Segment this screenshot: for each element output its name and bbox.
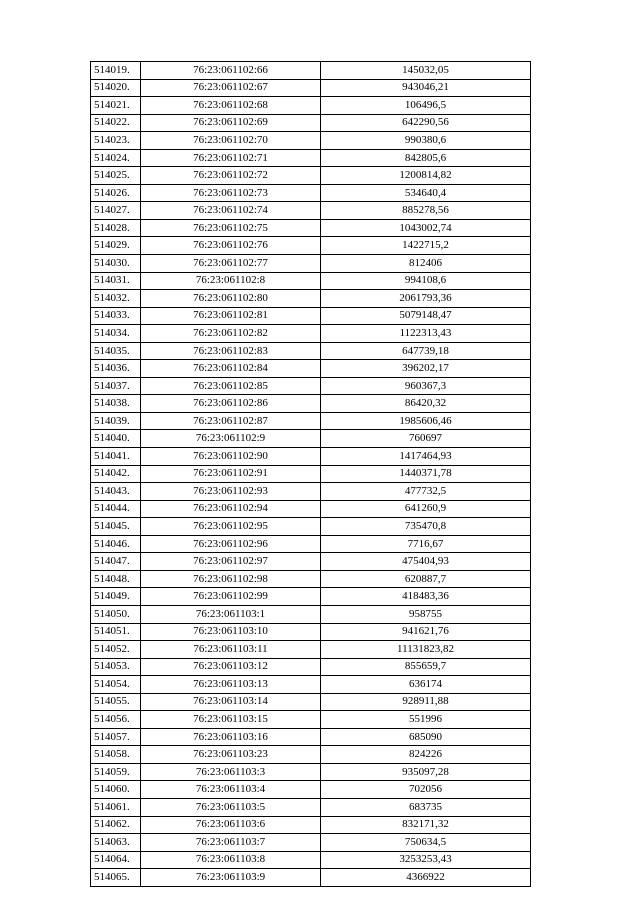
table-row: [91, 272, 531, 290]
cadastral-number-cell: 76:23:061102:96: [141, 535, 321, 553]
cadastral-number-cell: 76:23:061103:3: [141, 763, 321, 781]
row-number-cell: 514046.: [91, 535, 141, 553]
cadastral-value-cell: 832171,32: [321, 816, 531, 834]
row-number-cell: 514048.: [91, 570, 141, 588]
cadastral-number-cell: 76:23:061103:5: [141, 798, 321, 816]
row-number-cell: 514019.: [91, 62, 141, 80]
cadastral-number-cell: 76:23:061103:16: [141, 728, 321, 746]
cadastral-value-cell: 702056: [321, 781, 531, 799]
cadastral-number-cell: 76:23:061103:7: [141, 834, 321, 852]
cadastral-number-cell: 76:23:061102:85: [141, 377, 321, 395]
cadastral-number-cell: 76:23:061102:99: [141, 588, 321, 606]
cadastral-number-cell: 76:23:061103:1: [141, 605, 321, 623]
cadastral-number-cell: 76:23:061102:74: [141, 202, 321, 220]
cadastral-value-cell: 11131823,82: [321, 641, 531, 659]
table-row: [91, 255, 531, 273]
cadastral-value-cell: 620887,7: [321, 570, 531, 588]
table-row: [91, 342, 531, 360]
cadastral-number-cell: 76:23:061102:83: [141, 342, 321, 360]
cadastral-value-cell: 1417464,93: [321, 448, 531, 466]
table-row: [91, 483, 531, 501]
row-number-cell: 514032.: [91, 290, 141, 308]
row-number-cell: 514042.: [91, 465, 141, 483]
cadastral-value-cell: 935097,28: [321, 763, 531, 781]
table-row: [91, 114, 531, 132]
cadastral-number-cell: 76:23:061102:80: [141, 290, 321, 308]
cadastral-value-cell: 1200814,82: [321, 167, 531, 185]
cadastral-number-cell: 76:23:061102:81: [141, 307, 321, 325]
table-row: [91, 798, 531, 816]
table-row: [91, 834, 531, 852]
table-row: [91, 851, 531, 869]
cadastral-value-cell: 641260,9: [321, 500, 531, 518]
row-number-cell: 514022.: [91, 114, 141, 132]
cadastral-number-cell: 76:23:061102:98: [141, 570, 321, 588]
row-number-cell: 514034.: [91, 325, 141, 343]
cadastral-value-cell: 958755: [321, 605, 531, 623]
cadastral-number-cell: 76:23:061102:73: [141, 184, 321, 202]
row-number-cell: 514038.: [91, 395, 141, 413]
table-row: [91, 430, 531, 448]
row-number-cell: 514053.: [91, 658, 141, 676]
table-row: [91, 570, 531, 588]
row-number-cell: 514041.: [91, 448, 141, 466]
cadastral-value-cell: 647739,18: [321, 342, 531, 360]
cadastral-number-cell: 76:23:061102:8: [141, 272, 321, 290]
cadastral-value-cell: 941621,76: [321, 623, 531, 641]
row-number-cell: 514043.: [91, 483, 141, 501]
cadastral-value-cell: 824226: [321, 746, 531, 764]
cadastral-value-cell: 994108,6: [321, 272, 531, 290]
cadastral-number-cell: 76:23:061103:11: [141, 641, 321, 659]
cadastral-number-cell: 76:23:061103:23: [141, 746, 321, 764]
cadastral-number-cell: 76:23:061102:71: [141, 149, 321, 167]
table-row: [91, 202, 531, 220]
table-row: [91, 711, 531, 729]
cadastral-value-cell: 943046,21: [321, 79, 531, 97]
cadastral-number-cell: 76:23:061102:94: [141, 500, 321, 518]
table-row: [91, 676, 531, 694]
row-number-cell: 514050.: [91, 605, 141, 623]
cadastral-value-cell: 683735: [321, 798, 531, 816]
cadastral-value-cell: 475404,93: [321, 553, 531, 571]
cadastral-number-cell: 76:23:061102:75: [141, 219, 321, 237]
table-row: [91, 763, 531, 781]
cadastral-number-cell: 76:23:061102:67: [141, 79, 321, 97]
cadastral-number-cell: 76:23:061102:95: [141, 518, 321, 536]
cadastral-number-cell: 76:23:061103:6: [141, 816, 321, 834]
row-number-cell: 514054.: [91, 676, 141, 694]
row-number-cell: 514021.: [91, 97, 141, 115]
cadastral-number-cell: 76:23:061102:82: [141, 325, 321, 343]
cadastral-value-cell: 735470,8: [321, 518, 531, 536]
cadastral-number-cell: 76:23:061102:66: [141, 62, 321, 80]
cadastral-value-cell: 642290,56: [321, 114, 531, 132]
row-number-cell: 514033.: [91, 307, 141, 325]
row-number-cell: 514059.: [91, 763, 141, 781]
table-row: [91, 412, 531, 430]
cadastral-number-cell: 76:23:061102:97: [141, 553, 321, 571]
cadastral-number-cell: 76:23:061102:87: [141, 412, 321, 430]
row-number-cell: 514049.: [91, 588, 141, 606]
table-row: [91, 360, 531, 378]
row-number-cell: 514025.: [91, 167, 141, 185]
cadastral-value-cell: 5079148,47: [321, 307, 531, 325]
row-number-cell: 514028.: [91, 219, 141, 237]
row-number-cell: 514030.: [91, 255, 141, 273]
table-row: [91, 307, 531, 325]
cadastral-value-cell: 636174: [321, 676, 531, 694]
row-number-cell: 514035.: [91, 342, 141, 360]
row-number-cell: 514024.: [91, 149, 141, 167]
row-number-cell: 514036.: [91, 360, 141, 378]
row-number-cell: 514039.: [91, 412, 141, 430]
cadastral-number-cell: 76:23:061103:9: [141, 869, 321, 887]
cadastral-value-cell: 551996: [321, 711, 531, 729]
cadastral-value-cell: 7716,67: [321, 535, 531, 553]
cadastral-value-cell: 145032,05: [321, 62, 531, 80]
table-row: [91, 97, 531, 115]
cadastral-value-cell: 1043002,74: [321, 219, 531, 237]
cadastral-number-cell: 76:23:061102:70: [141, 132, 321, 150]
row-number-cell: 514023.: [91, 132, 141, 150]
cadastral-number-cell: 76:23:061102:72: [141, 167, 321, 185]
row-number-cell: 514047.: [91, 553, 141, 571]
cadastral-value-cell: 86420,32: [321, 395, 531, 413]
row-number-cell: 514056.: [91, 711, 141, 729]
row-number-cell: 514027.: [91, 202, 141, 220]
cadastral-number-cell: 76:23:061102:90: [141, 448, 321, 466]
cadastral-value-cell: 1985606,46: [321, 412, 531, 430]
cadastral-value-cell: 1422715,2: [321, 237, 531, 255]
row-number-cell: 514031.: [91, 272, 141, 290]
table-row: [91, 448, 531, 466]
cadastral-number-cell: 76:23:061102:76: [141, 237, 321, 255]
row-number-cell: 514061.: [91, 798, 141, 816]
cadastral-number-cell: 76:23:061103:8: [141, 851, 321, 869]
table-row: [91, 219, 531, 237]
cadastral-value-cell: 685090: [321, 728, 531, 746]
cadastral-value-table: [90, 61, 531, 887]
row-number-cell: 514058.: [91, 746, 141, 764]
row-number-cell: 514065.: [91, 869, 141, 887]
table-row: [91, 816, 531, 834]
table-row: [91, 623, 531, 641]
cadastral-value-cell: 4366922: [321, 869, 531, 887]
cadastral-value-cell: 750634,5: [321, 834, 531, 852]
table-row: [91, 605, 531, 623]
table-row: [91, 658, 531, 676]
cadastral-value-cell: 1440371,78: [321, 465, 531, 483]
table-body: [91, 62, 531, 887]
table-row: [91, 500, 531, 518]
row-number-cell: 514040.: [91, 430, 141, 448]
row-number-cell: 514060.: [91, 781, 141, 799]
table-row: [91, 518, 531, 536]
cadastral-value-cell: 534640,4: [321, 184, 531, 202]
table-row: [91, 237, 531, 255]
table-row: [91, 79, 531, 97]
row-number-cell: 514051.: [91, 623, 141, 641]
cadastral-value-cell: 418483,36: [321, 588, 531, 606]
table-row: [91, 62, 531, 80]
cadastral-value-cell: 885278,56: [321, 202, 531, 220]
cadastral-value-cell: 3253253,43: [321, 851, 531, 869]
table-row: [91, 149, 531, 167]
row-number-cell: 514020.: [91, 79, 141, 97]
row-number-cell: 514037.: [91, 377, 141, 395]
row-number-cell: 514055.: [91, 693, 141, 711]
row-number-cell: 514044.: [91, 500, 141, 518]
table-row: [91, 290, 531, 308]
row-number-cell: 514063.: [91, 834, 141, 852]
table-row: [91, 588, 531, 606]
row-number-cell: 514029.: [91, 237, 141, 255]
table-row: [91, 693, 531, 711]
cadastral-value-cell: 477732,5: [321, 483, 531, 501]
cadastral-value-cell: 396202,17: [321, 360, 531, 378]
table-row: [91, 641, 531, 659]
cadastral-number-cell: 76:23:061103:12: [141, 658, 321, 676]
table-row: [91, 132, 531, 150]
cadastral-value-cell: 990380,6: [321, 132, 531, 150]
row-number-cell: 514026.: [91, 184, 141, 202]
cadastral-number-cell: 76:23:061103:4: [141, 781, 321, 799]
table-row: [91, 167, 531, 185]
table-row: [91, 395, 531, 413]
cadastral-value-cell: 842805,6: [321, 149, 531, 167]
cadastral-value-cell: 960367,3: [321, 377, 531, 395]
row-number-cell: 514057.: [91, 728, 141, 746]
cadastral-number-cell: 76:23:061103:10: [141, 623, 321, 641]
table-row: [91, 553, 531, 571]
cadastral-number-cell: 76:23:061102:77: [141, 255, 321, 273]
table-row: [91, 535, 531, 553]
table-row: [91, 325, 531, 343]
cadastral-value-cell: 1122313,43: [321, 325, 531, 343]
cadastral-number-cell: 76:23:061102:68: [141, 97, 321, 115]
row-number-cell: 514052.: [91, 641, 141, 659]
table-row: [91, 377, 531, 395]
cadastral-number-cell: 76:23:061103:13: [141, 676, 321, 694]
table-row: [91, 869, 531, 887]
row-number-cell: 514045.: [91, 518, 141, 536]
row-number-cell: 514062.: [91, 816, 141, 834]
cadastral-number-cell: 76:23:061103:14: [141, 693, 321, 711]
cadastral-number-cell: 76:23:061102:9: [141, 430, 321, 448]
cadastral-value-cell: 760697: [321, 430, 531, 448]
table-row: [91, 728, 531, 746]
table-row: [91, 746, 531, 764]
cadastral-value-cell: 2061793,36: [321, 290, 531, 308]
cadastral-value-cell: 812406: [321, 255, 531, 273]
cadastral-number-cell: 76:23:061102:91: [141, 465, 321, 483]
cadastral-number-cell: 76:23:061102:93: [141, 483, 321, 501]
row-number-cell: 514064.: [91, 851, 141, 869]
cadastral-number-cell: 76:23:061102:86: [141, 395, 321, 413]
table-row: [91, 781, 531, 799]
cadastral-number-cell: 76:23:061102:84: [141, 360, 321, 378]
cadastral-value-cell: 855659,7: [321, 658, 531, 676]
table-row: [91, 465, 531, 483]
cadastral-number-cell: 76:23:061103:15: [141, 711, 321, 729]
cadastral-number-cell: 76:23:061102:69: [141, 114, 321, 132]
cadastral-value-cell: 106496,5: [321, 97, 531, 115]
table-row: [91, 184, 531, 202]
cadastral-value-cell: 928911,88: [321, 693, 531, 711]
